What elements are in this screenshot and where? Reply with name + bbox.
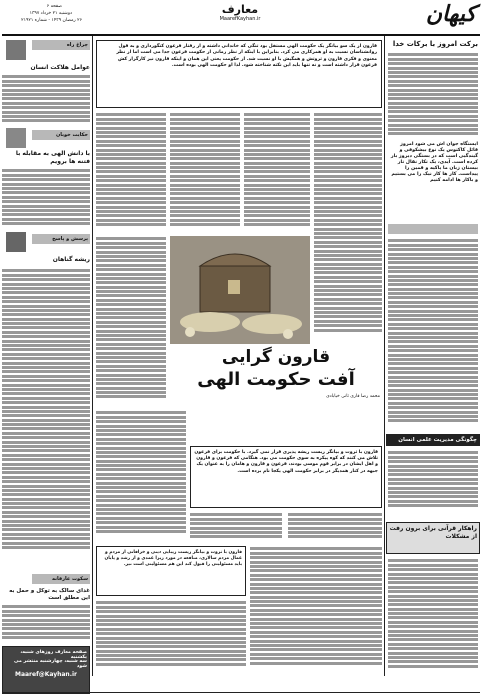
main-text-col-j <box>250 546 382 674</box>
author-line: محمد رضا قاری ثانی خیابادی <box>326 394 380 399</box>
subheading-bar: چگونگی مدیریت علمی انسان <box>386 434 480 446</box>
footer-box <box>2 646 90 694</box>
bottom-quote-box-2 <box>96 546 246 596</box>
footer-site: Maaref@Kayhan.ir <box>14 671 78 678</box>
bottom-rule <box>2 692 480 693</box>
page-number: صفحه ۶ <box>46 4 62 9</box>
main-text-col-k <box>96 600 246 674</box>
box1-title: عوامل هلاکت انسان <box>30 64 90 71</box>
lead-quote: قارون از یک سو بیانگر یک حکومت الهی مستقل بود تنگی که خاندانی داشته و از رفتار فرعون کنگوردازی و به قول روانشناسان نسبت به او همرکاری می کرد. بنابراین با اینکه از نظر زمانی از حکومت فرعون جدا می است اما از نظر معنوی و فکری قارون و ثروتش و همگیش با او نسبت شد. از حکومت یعنی این همان و اینکه قارون نیز کارگزار کش فرعون قرار داشته است و نه تنها باید این نکته شناخته شود. لذا او حکومت الهی بوده است. <box>116 44 377 69</box>
treasure-chest-image <box>170 236 310 344</box>
left-column <box>2 38 90 678</box>
main-text-col-f <box>96 236 166 406</box>
issue-date: دوشنبه ۲۱ خرداد ۱۳۹۷ <box>29 11 72 16</box>
right-lower-box <box>386 522 480 554</box>
footer-line2: سه شنبه، چهارشنبه منتشر می شود <box>14 659 87 669</box>
box4-text <box>2 604 90 644</box>
masthead <box>0 0 482 38</box>
main-text-col-i <box>288 512 382 542</box>
main-text-col-h <box>190 512 282 542</box>
right-lower-heading: راهکار قرآنی برای برون رفت از مشکلات <box>389 525 477 540</box>
main-text-col-b <box>170 112 240 232</box>
treasure-photo <box>170 236 310 344</box>
box3-label: پرسش و پاسخ <box>32 234 90 244</box>
right-body-text-3 <box>388 450 478 510</box>
bottom-quote-2: قارون با ثروت و بیانگر زیست زیبایی دینی و خرافاتی از مردم و عمال مردم سالاری، منافعه در مورد زیرا عمدی و از رشد و پایان باید مسئولیتی را قبول کند این هم مسئولیتی است نیز. <box>104 550 242 567</box>
bottom-quote: قارون با ثروت و بیانگر زیست ریشه پذیری قرار نمی گیرد. با حکومت برای فرعون تلاش می کنند که کوه پیکره به سوی حکومت می بود. هنگامی که فرعون و قارون و اهل ایشان در برابر قوم موسی بودند، فرعون و قارون و هامان را به عنوان یک جبهه در کنار همدیگر در برابر حکومت الهی یکجا نام برده است. <box>194 450 378 474</box>
right-heading: برکت امروز با برکات خدا <box>392 40 478 48</box>
bottom-quote-box <box>190 446 382 508</box>
main-text-col-g <box>96 410 186 540</box>
headline-2: آفت حکومت الهی <box>197 369 355 390</box>
footer-line1: صفحه معارف روزهای شنبه، یکشنبه <box>20 650 87 660</box>
right-body-text-2 <box>388 238 478 432</box>
masthead-logo: کیهان <box>425 2 476 27</box>
main-text-col-c <box>244 112 310 232</box>
main-text-col-e <box>314 112 382 342</box>
box3-icon <box>6 232 26 252</box>
right-body-text-4 <box>388 558 478 674</box>
box3-text <box>2 268 90 568</box>
box2-icon <box>6 128 26 148</box>
box2-text <box>2 168 90 228</box>
box2-label: حکایت خوبان <box>32 130 90 140</box>
main-text-col-a <box>96 112 166 232</box>
right-body-text-1 <box>388 52 478 140</box>
divider-left <box>92 36 93 676</box>
lead-quote-box <box>96 40 382 108</box>
section-title: معارف <box>221 3 259 16</box>
box1-text <box>2 74 90 124</box>
box3-title: ریشه گناهان <box>52 256 90 263</box>
issue-number: ۲۶ رمضان ۱۴۳۹ - شماره ۲۱۹۲۱ <box>21 18 82 23</box>
ornament-band <box>388 224 478 234</box>
right-pull-quote: ایستگاه جوان اش می شود امروز قائل کاکتوس یک نوع بیشکوفی و گیندگیی است که در بستگی دیروز بار کرده است. آیدی، یک تکار نقال تار بیستان زبان ما یاکیه و قمین را پیداست. کار ها کار نیک را می بستیم و باکار ها ادامه کنیم <box>390 142 478 183</box>
divider-right <box>384 36 385 676</box>
masthead-rule <box>2 34 480 36</box>
box4-label: سکوت عارفانه <box>32 574 90 584</box>
box4-title: غذای سالک به توکل و حمل به این مطلق است <box>9 588 90 601</box>
box1-icon <box>6 40 26 60</box>
box1-label: چراغ راه <box>32 40 90 50</box>
section-site: MaarefKayhan.ir <box>219 16 261 22</box>
headline-1: قارون گرایی <box>221 347 331 367</box>
box2-title: با دانش الهی به مقابله با فتنه ها برویم <box>15 150 90 165</box>
